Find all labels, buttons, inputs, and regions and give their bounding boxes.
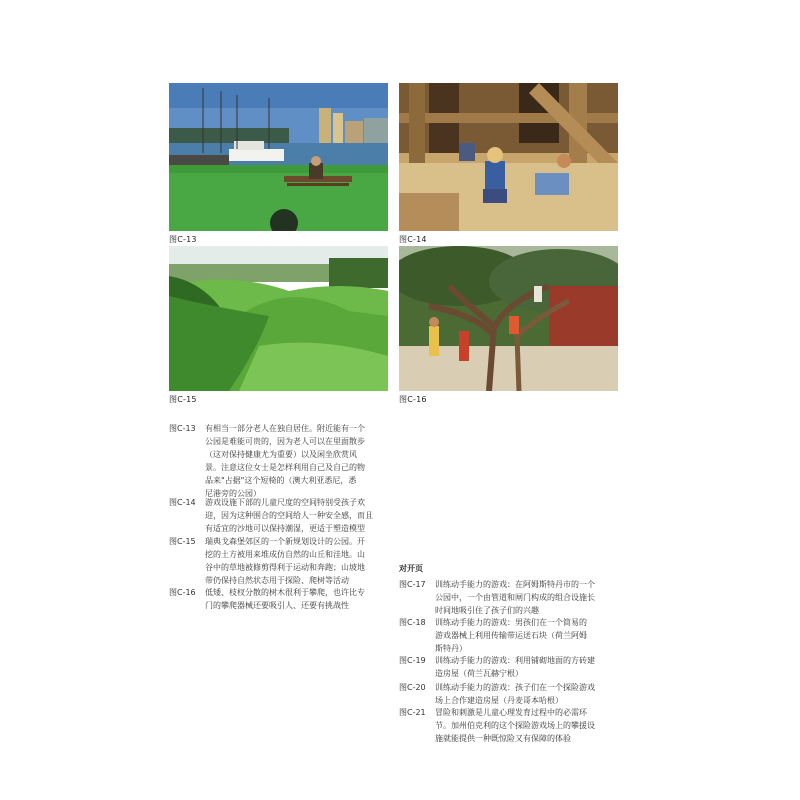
caption-text: 低矮、枝杈分散的树木很利于攀爬，也许比专 门的攀爬器械还要吸引人、还要有挑战性 bbox=[205, 588, 365, 610]
caption-number: 图C-14 bbox=[169, 498, 196, 507]
caption-number: 图C-16 bbox=[169, 588, 196, 597]
caption-c18 bbox=[399, 616, 619, 656]
caption-c16 bbox=[169, 586, 389, 616]
figure-label-c14: 图C-14 bbox=[399, 235, 427, 244]
caption-c20 bbox=[399, 681, 619, 709]
caption-text: 有相当一部分老人在独自居住。附近能有一个 公园是难能可贵的，因为老人可以在里面散步 （这对保持健康尤为重要）以及闲坐欣赏风 景。注意这位女士是怎样利用自己及自己的物 品来"占据"这个短椅的（澳大利亚悉尼，悉 尼港旁的公园） bbox=[205, 424, 365, 498]
photo-sand-play bbox=[399, 83, 618, 231]
photo-climbing-trees bbox=[399, 246, 618, 391]
figure-label-c13: 图C-13 bbox=[169, 235, 197, 244]
caption-number: 图C-13 bbox=[169, 424, 196, 433]
caption-number: 图C-18 bbox=[399, 618, 426, 627]
caption-number: 图C-19 bbox=[399, 656, 426, 665]
caption-c17 bbox=[399, 578, 619, 618]
caption-c19 bbox=[399, 654, 619, 682]
caption-number: 图C-21 bbox=[399, 708, 426, 717]
figure-label-c15: 图C-15 bbox=[169, 395, 197, 404]
caption-text: 冒险和刺激是儿童心理发育过程中的必需环 节。加州伯克利的这个探险游戏场上的攀援设 施就能提供一种既惊险又有保障的体验 bbox=[435, 708, 595, 743]
caption-text: 训练动手能力的游戏：男孩们在一个简易的 游戏器械上利用传输带运送石块（荷兰阿姆 斯特丹） bbox=[435, 618, 587, 653]
photo-green-hills-park bbox=[169, 246, 388, 391]
caption-c14 bbox=[169, 496, 389, 536]
caption-number: 图C-17 bbox=[399, 580, 426, 589]
caption-text: 训练动手能力的游戏：在阿姆斯特丹市的一个 公园中，一个由管道和闸门构成的组合设施长 时间地吸引住了孩子们的兴趣 bbox=[435, 580, 595, 615]
caption-c21 bbox=[399, 706, 619, 746]
caption-number: 图C-20 bbox=[399, 683, 426, 692]
photo-harbour-park bbox=[169, 83, 388, 231]
caption-text: 训练动手能力的游戏：孩子们在一个探险游戏 场上合作建造房屋（丹麦哥本哈根） bbox=[435, 683, 595, 705]
figure-label-c16: 图C-16 bbox=[399, 395, 427, 404]
caption-text: 游戏设施下部的儿童尺度的空间特别受孩子欢 迎，因为这种围合的空间给人一种安全感，而且 有适宜的沙地可以保持潮湿，更适于塑造模型 bbox=[205, 498, 373, 533]
caption-text: 瑞典戈森堡郊区的一个新规划设计的公园。开 挖的土方被用来堆成仿自然的山丘和洼地。山 谷中的草地被修剪得利于运动和奔跑；山坡地 带仍保持自然状态用于探险、爬树等活动 bbox=[205, 537, 365, 585]
caption-number: 图C-15 bbox=[169, 537, 196, 546]
caption-c15 bbox=[169, 535, 389, 590]
facing-page-title: 对开页 bbox=[399, 564, 423, 573]
caption-text: 训练动手能力的游戏：利用铺砌地面的方砖建 造房屋（荷兰瓦赫宁根） bbox=[435, 656, 595, 678]
caption-c13 bbox=[169, 422, 389, 502]
